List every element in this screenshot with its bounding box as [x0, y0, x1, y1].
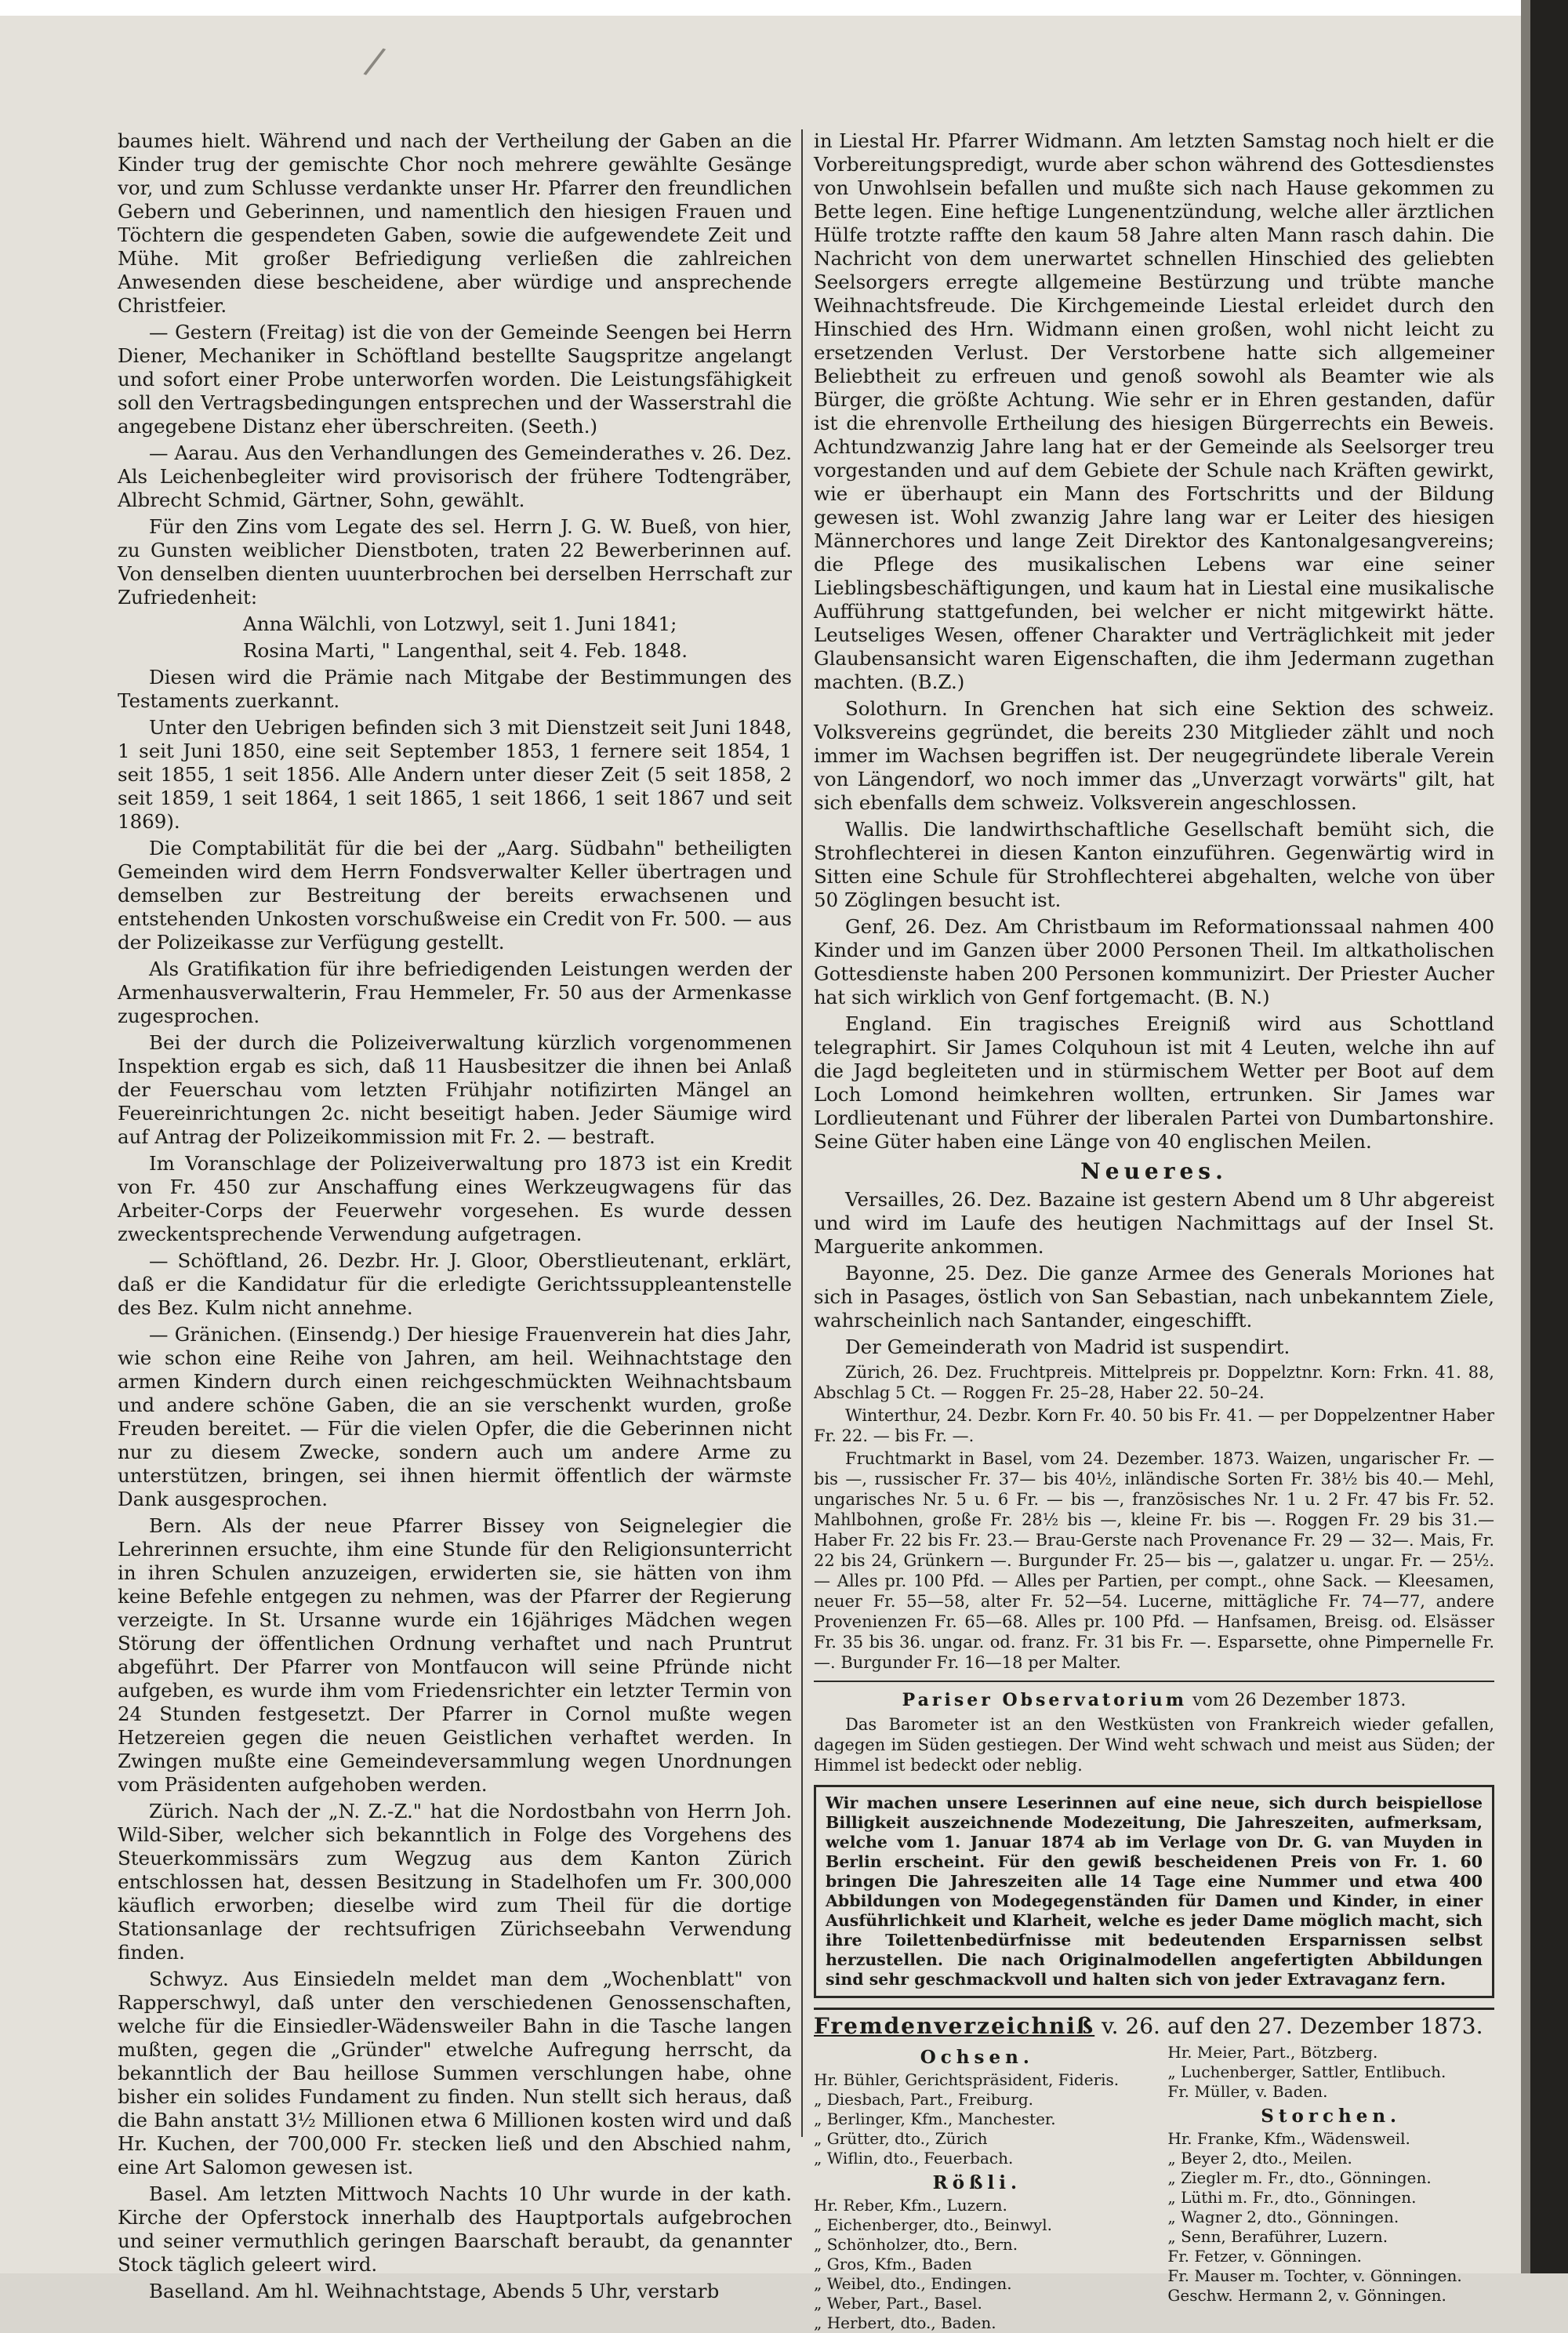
observatory-text: Das Barometer ist an den Westküsten von Frankreich wieder gefallen, dagegen im Süden gestiegen. Der Wind weht schwach und meist aus Süden; der Himmel ist bedeckt oder neblig. [814, 1715, 1494, 1775]
article-seengen: — Gestern (Freitag) ist die von der Gemeinde Seengen bei Herrn Diener, Mechaniker in Schöftland bestellte Saugspritze angelangt und sofort einer Probe unterworfen worden. Die Leistungsfähigkeit soll den Vertragsbedingungen entsprechen und der Wasserstrahl die angegebene Distanz eher überschreiten. (Seeth.) [118, 321, 792, 438]
guest-entry: Hr. Meier, Part., Bötzberg. [1167, 2043, 1378, 2062]
scan-top-margin [0, 0, 1568, 16]
guest-entry: „ Herbert, dto., Baden. [814, 2313, 996, 2332]
guest-entry: „ Lüthi m. Fr., dto., Gönningen. [1167, 2188, 1417, 2207]
guest-register-grid [814, 2043, 1494, 2333]
article-schoeftland: — Schöftland, 26. Dezbr. Hr. J. Gloor, Oberstlieutenant, erklärt, daß er die Kandidatur für die erledigte Gerichtssuppleantenstelle des Bez. Kulm nicht annehme. [118, 1249, 792, 1319]
article-suedbahn: Die Comptabilität für die bei der „Aarg. Südbahn" betheiligten Gemeinden wird dem Herrn Fondsverwalter Keller übertragen und demselben zur Bestreitung der bereits erwachsenen und entstehenden Unkosten vorschußweise ein Credit von Fr. 500. — aus der Polizeikasse zur Verfügung gestellt. [118, 837, 792, 954]
pencil-mark-icon: / [361, 38, 389, 85]
article-schwyz: Schwyz. Aus Einsiedeln meldet man dem „Wochenblatt" von Rapperschwyl, daß unter den verschiedenen Genossenschaften, welche für die Einsiedler-Wädensweiler Bahn in die Tasche langen mußten, gegen die „Gründer" etwelche Aufregung herrscht, da bekanntlich der Bau heillose Summen verschlungen habe, ohne bisher ein solides Fundament zu finden. Nun stellt sich heraus, daß die Bahn anstatt 3½ Millionen etwa 6 Millionen kosten wird und daß Hr. Kuchen, der 700,000 Fr. stecken ließ und den Abschied nahm, eine Art Salomon gewesen ist. [118, 1968, 792, 2179]
inn-heading: Ochsen. [920, 2047, 1034, 2068]
guest-entry: Fr. Müller, v. Baden. [1167, 2082, 1328, 2101]
guest-entry: Fr. Mauser m. Tochter, v. Gönningen. [1167, 2266, 1462, 2285]
guest-entry: „ Senn, Beraführer, Luzern. [1167, 2227, 1388, 2246]
guest-entry: „ Diesbach, Part., Freiburg. [814, 2090, 1033, 2109]
article-solothurn: Solothurn. In Grenchen hat sich eine Sektion des schweiz. Volksvereins gegründet, die bereits 230 Mitglieder zählt und noch immer im Wachsen begriffen ist. Der neugegründete liberale Verein von Längendorf, wo noch immer das „Unverzagt vorwärts" gilt, hat sich ebenfalls dem schweiz. Volksverein angeschlossen. [814, 697, 1494, 814]
observatory-title [814, 1681, 1494, 1713]
guest-entry: „ Ziegler m. Fr., dto., Gönningen. [1167, 2168, 1432, 2187]
guest-entry: Hr. Franke, Kfm., Wädensweil. [1167, 2129, 1410, 2148]
article-graenichen: — Gränichen. (Einsendg.) Der hiesige Frauenverein hat dies Jahr, wie schon eine Reihe von Jahren, am heil. Weihnachtstage den armen Kindern durch einen reichgeschmückten Weihnachtsbaum und andere schöne Gaben, die an sie verschenkt wurden, große Freuden bereitet. — Für die vielen Opfer, die die Geberinnen nicht nur zu diesem Zwecke, sondern auch um andere Arme zu unterstützen, bringen, sei ihnen hiermit öffentlich der wärmste Dank ausgesprochen. [118, 1323, 792, 1510]
guest-entry: Hr. Reber, Kfm., Luzern. [814, 2196, 1007, 2215]
guest-entry: Geschw. Hermann 2, v. Gönningen. [1167, 2286, 1446, 2305]
article-basel: Basel. Am letzten Mittwoch Nachts 10 Uhr wurde in der kath. Kirche der Opferstock innerhalb des Hauptportals aufgebrochen und seiner vermuthlich geringen Baarschaft beraubt, da genannter Stock täglich geleert wird. [118, 2182, 792, 2276]
observatory-date: vom 26 Dezember 1873. [1192, 1691, 1406, 1710]
news-versailles: Versailles, 26. Dez. Bazaine ist gestern Abend um 8 Uhr abgereist und wird im Laufe des heutigen Nachmittags auf der Insel St. Marguerite ankommen. [814, 1188, 1494, 1258]
article-wallis: Wallis. Die landwirthschaftliche Gesellschaft bemüht sich, die Strohflechterei in diesen Kanton einzuführen. Gegenwärtig wird in Sitten eine Schule für Strohflechterei abgehalten, welche von über 50 Zöglingen besucht ist. [814, 818, 1494, 911]
article-england: England. Ein tragisches Ereigniß wird aus Schottland telegraphirt. Sir James Colquhoun ist mit 4 Leuten, welche ihn auf die Jagd begleiteten und in stürmischem Wetter per Boot auf dem Loch Lomond heimkehren wollten, ertrunken. Sir James war Lordlieutenant und Führer der liberalen Partei von Dumbartonshire. Seine Güter haben eine Länge von 40 englischen Meilen. [814, 1012, 1494, 1153]
guest-entry: „ Wagner 2, dto., Gönningen. [1167, 2208, 1399, 2226]
guest-entry: „ Berlinger, Kfm., Manchester. [814, 2110, 1056, 2128]
market-zuerich: Zürich, 26. Dez. Fruchtpreis. Mittelpreis pr. Doppelztnr. Korn: Frkn. 41. 88, Abschlag 5 Ct. — Roggen Fr. 25–28, Haber 22. 50–24. [814, 1363, 1494, 1402]
article-dienstzeit: Unter den Uebrigen befinden sich 3 mit Dienstzeit seit Juni 1848, 1 seit Juni 1850, eine seit September 1853, 1 fernere seit 1854, 1 seit 1855, 1 seit 1856. Alle Andern unter dieser Zeit (5 seit 1858, 2 seit 1859, 1 seit 1864, 1 seit 1865, 1 seit 1866, 1 seit 1867 und seit 1869). [118, 716, 792, 833]
guest-entry: Fr. Fetzer, v. Gönningen. [1167, 2247, 1363, 2266]
article-gratifikation: Als Gratifikation für ihre befriedigenden Leistungen werden der Armenhausverwalterin, Frau Hemmeler, Fr. 50 aus der Armenkasse zugesprochen. [118, 958, 792, 1027]
market-winterthur: Winterthur, 24. Dezbr. Korn Fr. 40. 50 bis Fr. 41. — per Doppelzentner Haber Fr. 22. — bis Fr. —. [814, 1406, 1494, 1445]
guest-entry: „ Luchenberger, Sattler, Entlibuch. [1167, 2062, 1446, 2081]
guest-entry: „ Grütter, dto., Zürich [814, 2129, 988, 2148]
market-reports [814, 1362, 1494, 1673]
article-zuerich: Zürich. Nach der „N. Z.-Z." hat die Nordostbahn von Herrn Joh. Wild-Siber, welcher sich bekanntlich in Folge des Vorgehens des Steuerkommissärs zum Wegzug aus dem Kanton Zürich entschlossen hat, dessen Besitzung in Stadelhofen um Fr. 300,000 käuflich erworben; dieselbe wird zum Theil für die dortige Stationsanlage der rechtsufrigen Zürichseebahn Verwendung finden. [118, 1800, 792, 1964]
address-line: Rosina Marti, " Langenthal, seit 4. Feb. 1848. [243, 639, 688, 662]
guest-entry: „ Wiflin, dto., Feuerbach. [814, 2149, 1014, 2168]
guest-register-date: v. 26. auf den 27. Dezember 1873. [1102, 2013, 1483, 2039]
market-basel: Fruchtmarkt in Basel, vom 24. Dezember. 1873. Waizen, ungarischer Fr. — bis —, russischer Fr. 37— bis 40½, inländische Sorten Fr. 38½ bis 40.— Mehl, ungarisches Nr. 5 u. 6 Fr. — bis —, französisches Nr. 1 u. 2 Fr. 47 bis Fr. 52. Mahlbohnen, große Fr. 28½ bis —, kleine Fr. bis —. Roggen Fr. 29 bis 31.— Haber Fr. 22 bis Fr. 23.— Brau-Gerste nach Provenance Fr. 29 — 32—. Mais, Fr. 22 bis 24, Grünkern —. Burgunder Fr. 25— bis —, galatzer u. ungar. Fr. — 25½.— Alles pr. 100 Pfd. — Alles per Partien, per compt., ohne Sack. — Kleesamen, neuer Fr. 55—58, alter Fr. 52—54. Lucerne, mittägliche Fr. 74—77, andere Provenienzen Fr. 65—68. Alles pr. 100 Pfd. — Hanfsamen, Breisg. od. Elsässer Fr. 35 bis 36. ungar. od. franz. Fr. 31 bis Fr. —. Esparsette, ohne Pimpernelle Fr. —. Burgunder Fr. 16—18 per Malter. [814, 1449, 1494, 1672]
guest-entry: „ Beyer 2, dto., Meilen. [1167, 2149, 1352, 2168]
article-baselland: Baselland. Am hl. Weihnachtstage, Abends 5 Uhr, verstarb [149, 2280, 720, 2302]
column-divider [801, 129, 803, 2137]
inn-heading: Rößli. [932, 2172, 1022, 2193]
guest-entry: „ Weber, Part., Basel. [814, 2294, 982, 2313]
guest-entry: „ Schönholzer, dto., Bern. [814, 2235, 1018, 2254]
guest-column-left [814, 2043, 1141, 2333]
advertisement-jahreszeiten: Wir machen unsere Leserinnen auf eine neue, sich durch beispiellose Billigkeit auszeichnende Modezeitung, Die Jahreszeiten, aufmerksam, welche vom 1. Januar 1874 ab im Verlage von Dr. G. van Muyden in Berlin erscheint. Für den gewiß bescheidenen Preis von Fr. 1. 60 bringen Die Jahreszeiten alle 14 Tage eine Nummer und etwa 400 Abbildungen von Modegegenständen für Damen und Kinder, in einer Ausführlichkeit und Klarheit, welche es jeder Dame möglich macht, sich ihre Toilettenbedürfnisse mit bedeutenden Ersparnissen selbst herzustellen. Die nach Originalmodellen angefertigten Abbildungen sind sehr geschmackvoll und halten sich von jeder Extravaganz fern. [814, 1785, 1494, 1998]
scan-right-shadow [1521, 0, 1530, 2273]
article-genf: Genf, 26. Dez. Am Christbaum im Reformationssaal nahmen 400 Kinder und im Ganzen über 2000 Personen Theil. Im altkatholischen Gottesdienste haben 200 Personen kommunizirt. Der Priester Aucher hat sich wirklich von Genf fortgemacht. (B. N.) [814, 915, 1494, 1008]
article-voranschlag: Im Voranschlage der Polizeiverwaltung pro 1873 ist ein Kredit von Fr. 450 zur Anschaffung eines Werkzeugwagens für das Arbeiter-Corps der Feuerwehr vorgesehen. Es wurde dessen zweckentsprechende Verwendung aufgetragen. [118, 1152, 792, 1245]
guest-column-right [1167, 2043, 1494, 2333]
section-heading-neueres: Neueres. [1080, 1158, 1228, 1184]
article-christfeier: baumes hielt. Während und nach der Vertheilung der Gaben an die Kinder trug der gemischte Chor noch mehrere gewählte Gesänge vor, und zum Schlusse verdankte unser Hr. Pfarrer den freundlichen Gebern und Geberinnen, und namentlich den hiesigen Frauen und Töchtern die gespendeten Gaben, sowie die aufgewendete Zeit und Mühe. Mit großer Befriedigung verließen die zahlreichen Anwesenden diese bescheidene, aber würdige und ansprechende Christfeier. [118, 129, 792, 317]
article-liestal: in Liestal Hr. Pfarrer Widmann. Am letzten Samstag noch hielt er die Vorbereitungspredigt, wurde aber schon während des Gottesdienstes von Unwohlsein befallen und mußte sich nach Hause gekommen zu Bette legen. Eine heftige Lungenentzündung, welche aller ärztlichen Hülfe trotzte raffte den kaum 58 Jahre alten Mann rasch dahin. Die Nachricht von dem unerwartet schnellen Hinschied des geliebten Seelsorgers erregte allgemeine Bestürzung und trübte manche Weihnachtsfreude. Die Kirchgemeinde Liestal erleidet durch den Hinschied des Hrn. Widmann einen großen, wohl nicht leicht zu ersetzenden Verlust. Der Verstorbene hatte sich allgemeiner Beliebtheit zu erfreuen und genoß sowohl als Beamter wie als Bürger, die größte Achtung. Wie sehr er in Ehren gestanden, dafür ist die ehrenvolle Ertheilung des hiesigen Bürgerrechts ein Beweis. Achtundzwanzig Jahre lang hat er der Gemeinde als Seelsorger treu vorgestanden und auf dem Gebiete der Schule nach Kräften gewirkt, wie er überhaupt ein Mann des Fortschritts und der Bildung gewesen ist. Wohl zwanzig Jahre lang war er Leiter des hiesigen Männerchores und lange Zeit Direktor des Kantonalgesangvereins; die Pflege des musikalischen Lebens war eine seiner Lieblingsbeschäftigungen, und kaum hat in Liestal eine musikalische Aufführung stattgefunden, bei welcher er nicht mitgewirkt hätte. Leutseliges Wesen, offener Charakter und Verträglichkeit mit jeder Glaubensansicht waren Eigenschaften, die ihm Jedermann zugethan machten. (B.Z.) [814, 129, 1494, 693]
observatory-name: Pariser Observatorium [902, 1690, 1188, 1710]
guest-register-title [814, 2015, 1494, 2038]
inn-heading: Storchen. [1261, 2106, 1402, 2127]
article-praemie: Diesen wird die Prämie nach Mitgabe der Bestimmungen des Testaments zuerkannt. [118, 666, 792, 712]
article-aarau: — Aarau. Aus den Verhandlungen des Gemeinderathes v. 26. Dez. Als Leichenbegleiter wird provisorisch der frühere Todtengräber, Albrecht Schmid, Gärtner, Sohn, gewählt. [118, 442, 792, 511]
guest-entry: „ Eichenberger, dto., Beinwyl. [814, 2215, 1053, 2234]
guest-register [814, 2008, 1494, 2333]
guest-entry: „ Weibel, dto., Endingen. [814, 2274, 1012, 2293]
address-line: Anna Wälchli, von Lotzwyl, seit 1. Juni 1841; [243, 612, 677, 635]
news-bayonne: Bayonne, 25. Dez. Die ganze Armee des Generals Moriones hat sich in Pasages, östlich von San Sebastian, nach unbekanntem Ziele, wahrscheinlich nach Santander, eingeschifft. [814, 1262, 1494, 1332]
guest-entry: „ Gros, Kfm., Baden [814, 2255, 972, 2273]
news-madrid: Der Gemeinderath von Madrid ist suspendirt. [845, 1335, 1290, 1358]
guest-register-name: Fremdenverzeichniß [814, 2013, 1095, 2039]
article-legat: Für den Zins vom Legate des sel. Herrn J. G. W. Bueß, von hier, zu Gunsten weiblicher Dienstboten, traten 22 Bewerberinnen auf. Von denselben dienten uuunterbrochen bei derselben Herrschaft zur Zufriedenheit: [118, 515, 792, 609]
article-inspektion: Bei der durch die Polizeiverwaltung kürzlich vorgenommenen Inspektion ergab es sich, daß 11 Hausbesitzer die ihnen bei Anlaß der Feuerschau vom letzten Frühjahr notifizirten Mängel an Feuereinrichtungen 2c. nicht beseitigt haben. Jeder Säumige wird auf Antrag der Polizeikommission mit Fr. 2. — bestraft. [118, 1031, 792, 1148]
left-column [118, 129, 792, 2306]
article-bern: Bern. Als der neue Pfarrer Bissey von Seignelegier die Lehrerinnen ersuchte, ihm eine Stunde für den Religionsunterricht in ihren Schulen anzuzeigen, erwiderten sie, sie hätten von ihm keine Befehle entgegen zu nehmen, was der Pfarrer der Regierung verzeigte. In St. Ursanne wurde ein 16jähriges Mädchen wegen Störung der öffentlichen Ordnung verhaftet und nach Pruntrut abgeführt. Der Pfarrer von Montfaucon will seine Pfründe nicht aufgeben, es wurde ihm vom Friedensrichter ein letzter Termin von 24 Stunden festgesetzt. Der Pfarrer in Cornol mußte wegen Hetzereien gegen die neuen Geistlichen verhaftet werden. In Zwingen mußte eine Gemeindeversammlung wegen Unordnungen vom Präsidenten aufgehoben werden. [118, 1514, 792, 1796]
guest-entry: Hr. Bühler, Gerichtspräsident, Fideris. [814, 2070, 1120, 2089]
scan-right-edge [1530, 0, 1568, 2273]
right-column [814, 129, 1494, 2333]
